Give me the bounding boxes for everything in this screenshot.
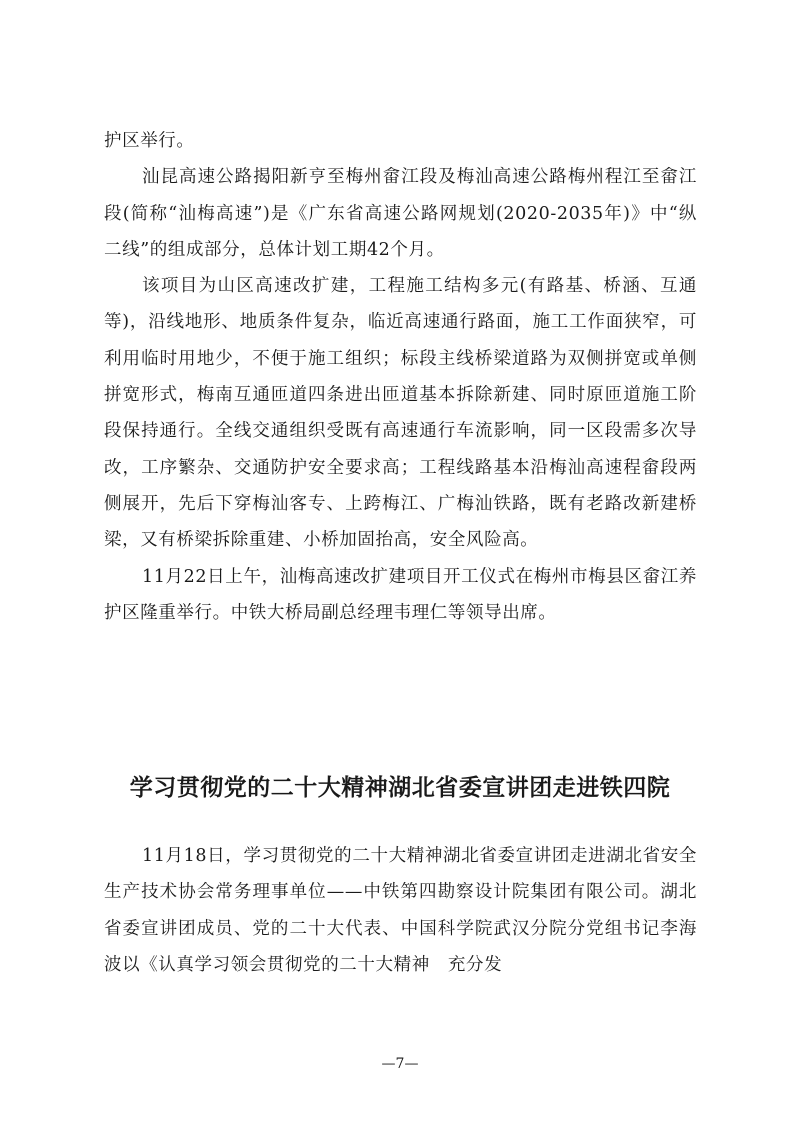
paragraph-ceremony: 11月22日上午，汕梅高速改扩建项目开工仪式在梅州市梅县区畲江养护区隆重举行。中铁大桥局副总经理韦理仁等领导出席。 — [104, 566, 697, 623]
paragraph-project-overview: 汕昆高速公路揭阳新亨至梅州畲江段及梅汕高速公路梅州程江至畲江段(简称“汕梅高速”)是《广东省高速公路网规划(2020-2035年)》中“纵二线”的组成部分，总体计划工期42个月。 — [104, 167, 697, 260]
article-2-title: 学习贯彻党的二十大精神湖北省委宣讲团走进铁四院 — [129, 775, 671, 801]
continuation-text: 护区举行。 — [104, 131, 195, 151]
page-number: —7— — [381, 1056, 419, 1072]
article-1 — [104, 123, 697, 631]
paragraph-project-challenges: 该项目为山区高速改扩建，工程施工结构多元(有路基、桥涵、互通等)，沿线地形、地质条件复杂，临近高速通行路面，施工工作面狭窄，可利用临时用地少，不便于施工组织；标段主线桥梁道路为双侧拼宽或单侧拼宽形式，梅南互通匝道四条进出匝道基本拆除新建、同时原匝道施工阶段保持通行。全线交通组织受既有高速通行车流影响，同一区段需多次导改，工序繁杂、交通防护安全要求高；工程线路基本沿梅汕高速程畲段两侧展开，先后下穿梅汕客专、上跨梅江、广梅汕铁路，既有老路改新建桥梁，又有桥梁拆除重建、小桥加固抬高，安全风险高。 — [104, 276, 697, 551]
paragraph-lecture: 11月18日，学习贯彻党的二十大精神湖北省委宣讲团走进湖北省安全生产技术协会常务理事单位——中铁第四勘察设计院集团有限公司。湖北省委宣讲团成员、党的二十大代表、中国科学院武汉分院分党组书记李海波以《认真学习领会贯彻党的二十大精神 充分发 — [104, 846, 697, 975]
article-2 — [104, 838, 697, 983]
